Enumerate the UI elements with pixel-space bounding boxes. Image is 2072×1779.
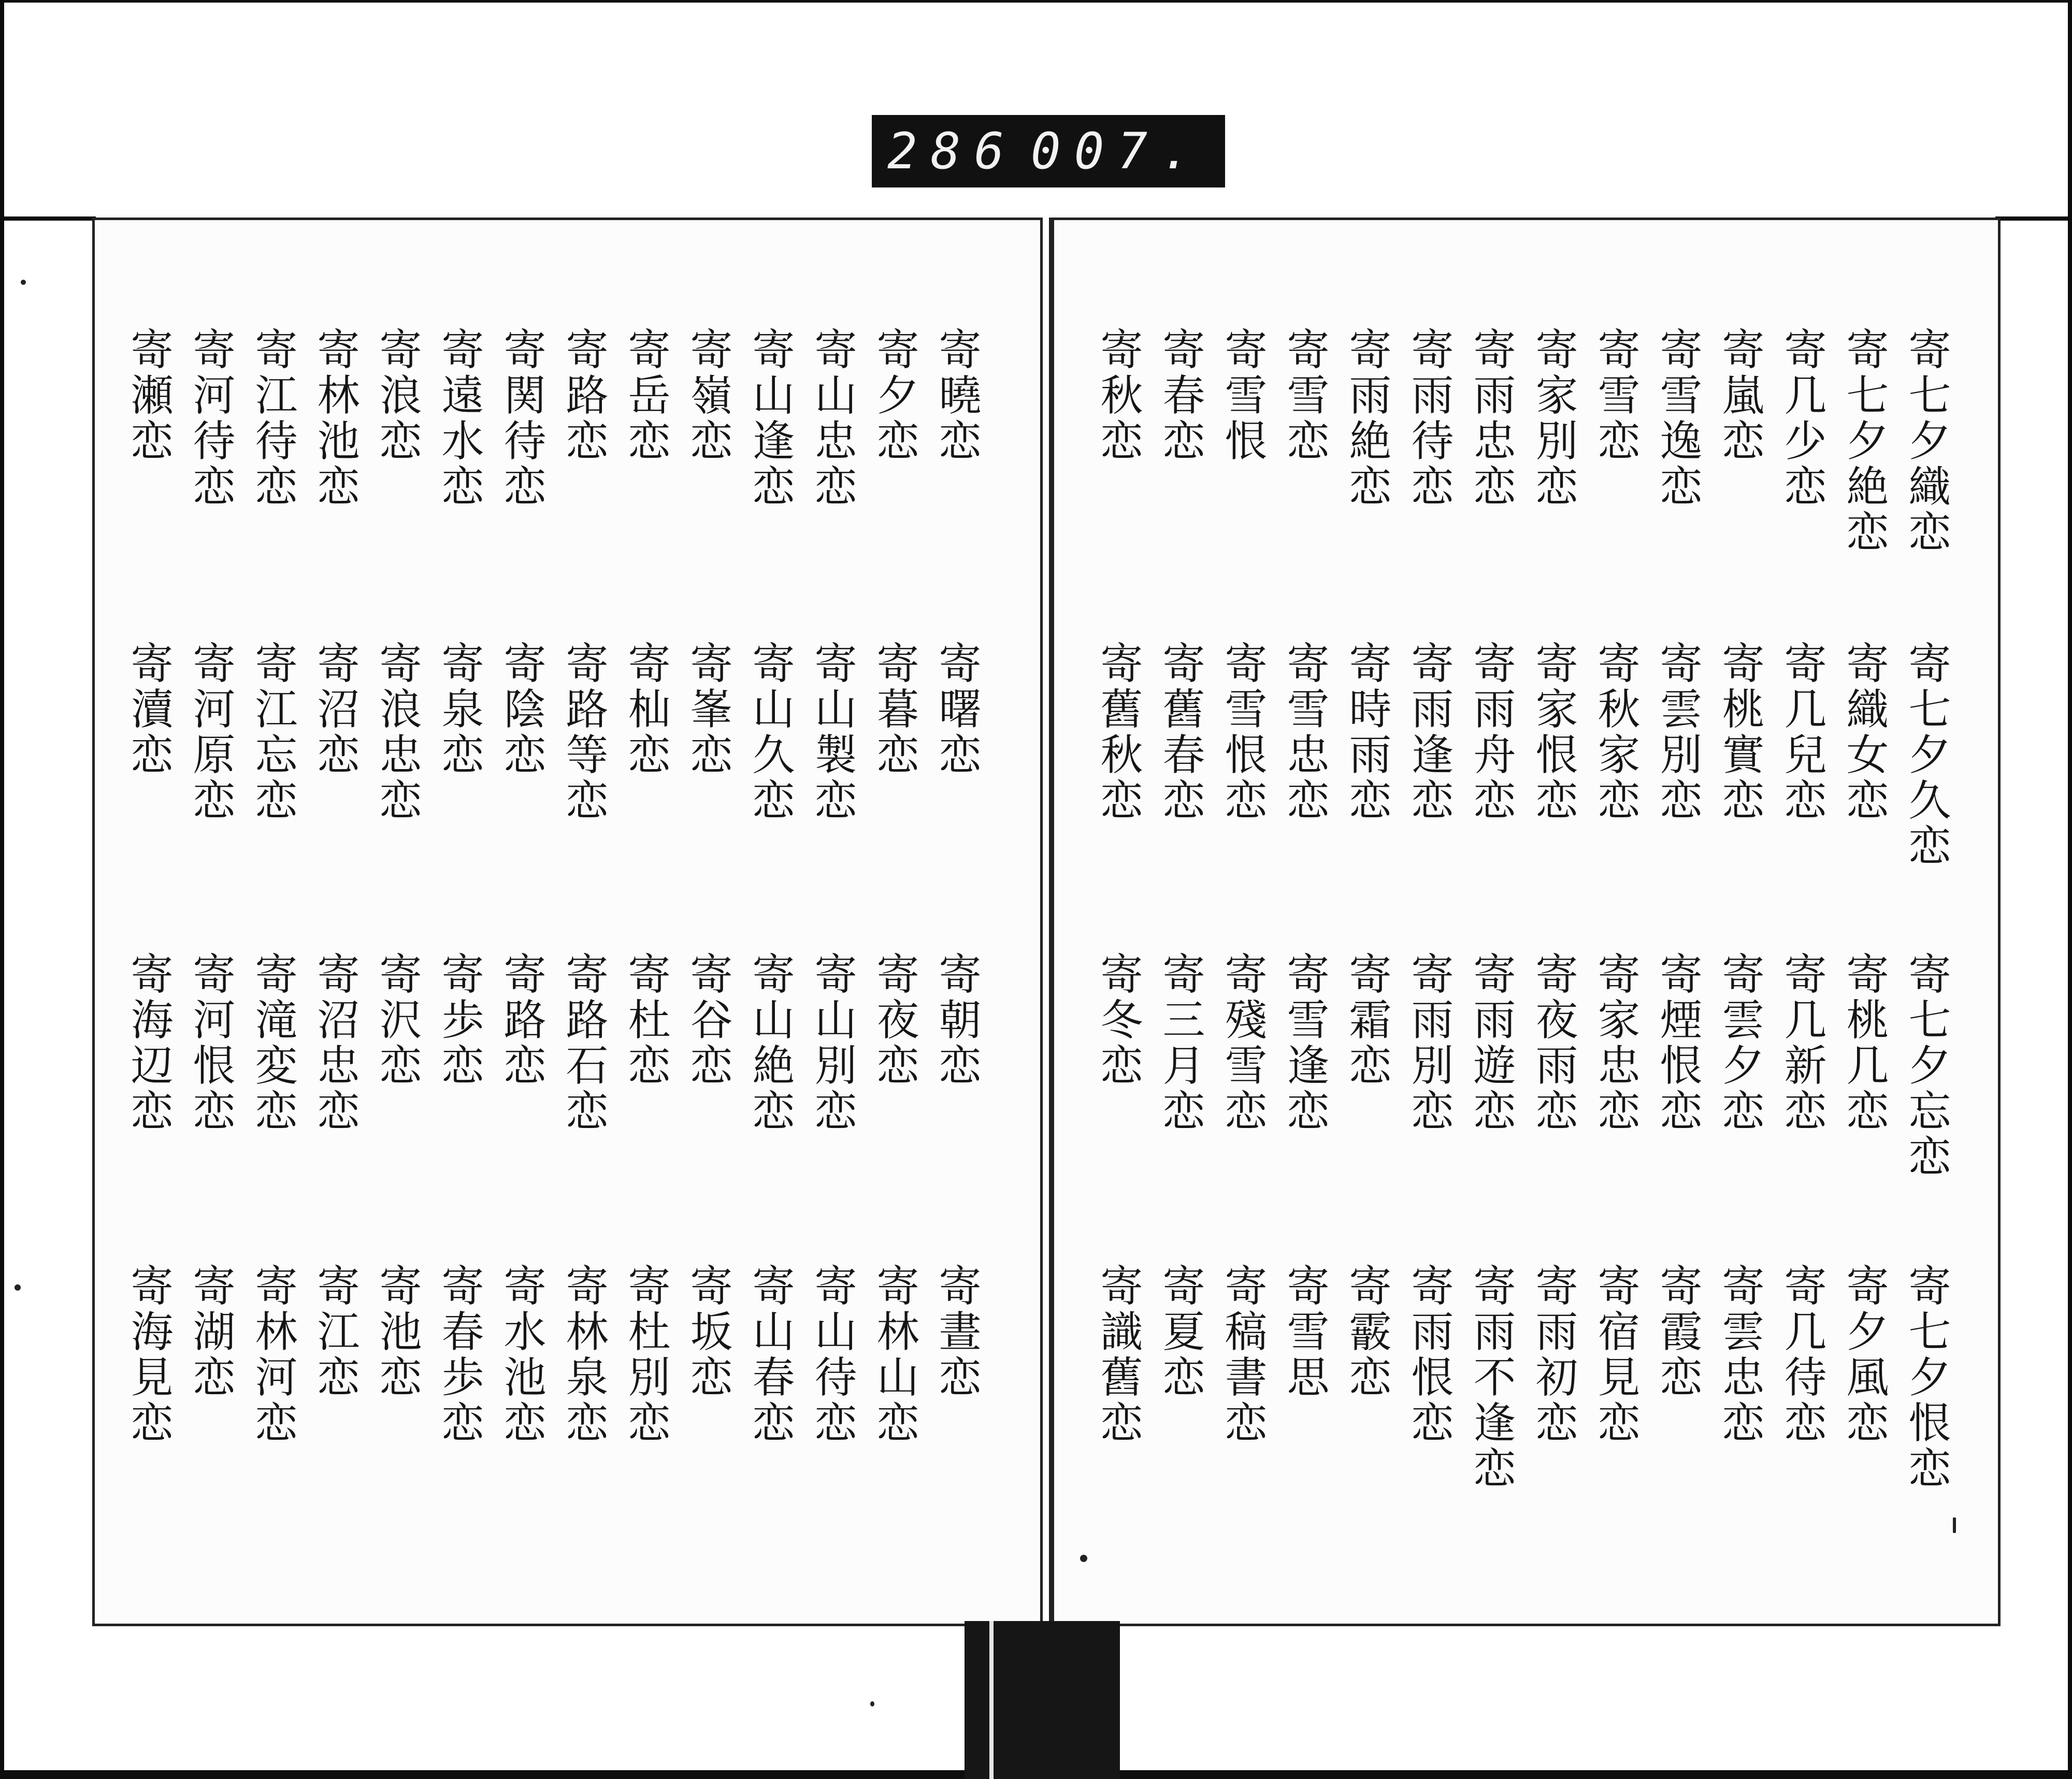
poem-title-left-page-b3-1: 寄朝恋: [932, 952, 981, 1089]
poem-title-left-page-b3-6: 寄杜恋: [621, 952, 670, 1089]
poem-title-left-page-b4-5: 寄坂恋: [683, 1264, 732, 1400]
poem-title-right-page-b4-11: 寄雪思: [1280, 1264, 1329, 1400]
poem-title-right-page-b4-2: 寄夕風恋: [1839, 1264, 1889, 1446]
poem-title-right-page-b4-5: 寄霞恋: [1653, 1264, 1702, 1400]
poem-title-left-page-b4-1: 寄晝恋: [932, 1264, 981, 1400]
scan-frame-line: [0, 216, 96, 221]
poem-title-left-page-b1-12: 寄江待恋: [248, 327, 297, 510]
poem-title-left-page-b2-8: 寄陰恋: [497, 641, 546, 778]
poem-title-left-page-b2-7: 寄路等恋: [559, 641, 608, 823]
scan-border-top: [0, 0, 2072, 3]
poem-title-left-page-b2-11: 寄沼恋: [310, 641, 359, 778]
poem-title-right-page-b2-14: 寄舊秋恋: [1093, 641, 1143, 823]
poem-title-left-page-b1-11: 寄林池恋: [310, 327, 359, 510]
poem-title-left-page-b1-1: 寄曉恋: [932, 327, 981, 464]
poem-title-left-page-b3-10: 寄沢恋: [372, 952, 422, 1089]
poem-title-right-page-b4-4: 寄雲忠恋: [1715, 1264, 1764, 1446]
poem-title-left-page-b2-3: 寄山製恋: [808, 641, 857, 823]
binding-gutter: [965, 1621, 1120, 1779]
poem-title-right-page-b3-11: 寄雪逢恋: [1280, 952, 1329, 1134]
poem-title-left-page-b4-2: 寄林山恋: [870, 1264, 919, 1446]
poem-title-left-page-b4-6: 寄杜別恋: [621, 1264, 670, 1446]
poem-title-left-page-b1-6: 寄岳恋: [621, 327, 670, 464]
poem-title-left-page-b2-10: 寄浪忠恋: [372, 641, 422, 823]
poem-title-left-page-b2-13: 寄河原恋: [186, 641, 235, 823]
scan-speck: [1953, 1517, 1956, 1533]
poem-title-right-page-b1-3: 寄几少恋: [1777, 327, 1826, 510]
poem-title-right-page-b3-14: 寄冬恋: [1093, 952, 1143, 1089]
poem-title-right-page-b2-10: 寄時雨恋: [1342, 641, 1391, 823]
poem-title-right-page-b1-1: 寄七夕織恋: [1902, 327, 1951, 555]
poem-title-right-page-b1-5: 寄雪逸恋: [1653, 327, 1702, 510]
poem-title-left-page-b3-4: 寄山絶恋: [745, 952, 795, 1134]
poem-title-left-page-b3-8: 寄路恋: [497, 952, 546, 1089]
poem-title-right-page-b4-10: 寄霰恋: [1342, 1264, 1391, 1400]
poem-title-left-page-b3-11: 寄沼忠恋: [310, 952, 359, 1134]
poem-title-left-page-b3-2: 寄夜恋: [870, 952, 919, 1089]
poem-title-right-page-b1-6: 寄雪恋: [1591, 327, 1640, 464]
poem-title-left-page-b4-3: 寄山待恋: [808, 1264, 857, 1446]
scan-border-left: [0, 0, 4, 1779]
poem-title-right-page-b2-3: 寄几兒恋: [1777, 641, 1826, 823]
poem-title-left-page-b2-2: 寄暮恋: [870, 641, 919, 778]
poem-title-left-page-b2-5: 寄峯恋: [683, 641, 732, 778]
poem-title-right-page-b3-13: 寄三月恋: [1156, 952, 1205, 1134]
poem-title-left-page-b3-13: 寄河恨恋: [186, 952, 235, 1134]
poem-title-right-page-b2-12: 寄雪恨恋: [1218, 641, 1267, 823]
poem-title-left-page-b1-5: 寄嶺恋: [683, 327, 732, 464]
frame-number: 007.: [1030, 122, 1204, 180]
reel-number: 286: [887, 122, 1018, 180]
poem-title-right-page-b1-9: 寄雨待恋: [1404, 327, 1454, 510]
poem-title-left-page-b4-8: 寄水池恋: [497, 1264, 546, 1446]
poem-title-right-page-b3-12: 寄殘雪恋: [1218, 952, 1267, 1134]
poem-title-left-page-b4-12: 寄林河恋: [248, 1264, 297, 1446]
poem-title-right-page-b2-2: 寄織女恋: [1839, 641, 1889, 823]
poem-title-left-page-b2-6: 寄杣恋: [621, 641, 670, 778]
poem-title-left-page-b3-14: 寄海辺恋: [124, 952, 173, 1134]
poem-title-left-page-b4-10: 寄池恋: [372, 1264, 422, 1400]
poem-title-right-page-b1-12: 寄雪恨: [1218, 327, 1267, 464]
scan-border-right: [2068, 0, 2072, 1779]
scan-speck: [15, 1284, 21, 1291]
scan-speck: [21, 280, 26, 285]
poem-title-left-page-b2-4: 寄山久恋: [745, 641, 795, 823]
poem-title-right-page-b1-11: 寄雪恋: [1280, 327, 1329, 464]
poem-title-right-page-b3-10: 寄霜恋: [1342, 952, 1391, 1089]
poem-title-right-page-b2-4: 寄桃實恋: [1715, 641, 1764, 823]
poem-title-right-page-b3-7: 寄夜雨恋: [1529, 952, 1578, 1134]
poem-title-left-page-b3-7: 寄路石恋: [559, 952, 608, 1134]
poem-title-left-page-b1-3: 寄山忠恋: [808, 327, 857, 510]
poem-title-left-page-b3-9: 寄歩恋: [435, 952, 484, 1089]
poem-title-right-page-b3-6: 寄家忠恋: [1591, 952, 1640, 1134]
gutter-stripe: [989, 1621, 994, 1779]
poem-title-right-page-b4-12: 寄稿書恋: [1218, 1264, 1267, 1446]
poem-title-left-page-b1-14: 寄瀬恋: [124, 327, 173, 464]
poem-title-left-page-b4-9: 寄春歩恋: [435, 1264, 484, 1446]
poem-title-left-page-b1-2: 寄夕恋: [870, 327, 919, 464]
poem-title-right-page-b1-2: 寄七夕絶恋: [1839, 327, 1889, 555]
poem-title-left-page-b3-3: 寄山別恋: [808, 952, 857, 1134]
poem-title-left-page-b1-13: 寄河待恋: [186, 327, 235, 510]
poem-title-right-page-b3-9: 寄雨別恋: [1404, 952, 1454, 1134]
poem-title-right-page-b3-1: 寄七夕忘恋: [1902, 952, 1951, 1180]
poem-title-left-page-b4-13: 寄湖恋: [186, 1264, 235, 1400]
poem-title-right-page-b2-9: 寄雨逢恋: [1404, 641, 1454, 823]
poem-title-left-page-b3-5: 寄谷恋: [683, 952, 732, 1089]
poem-title-right-page-b2-5: 寄雲別恋: [1653, 641, 1702, 823]
poem-title-left-page-b4-7: 寄林泉恋: [559, 1264, 608, 1446]
scan-speck: [870, 1701, 874, 1706]
poem-title-right-page-b3-8: 寄雨遊恋: [1466, 952, 1516, 1134]
poem-title-right-page-b4-9: 寄雨恨恋: [1404, 1264, 1454, 1446]
poem-title-left-page-b2-12: 寄江忘恋: [248, 641, 297, 823]
poem-title-right-page-b3-2: 寄桃几恋: [1839, 952, 1889, 1134]
poem-title-left-page-b2-14: 寄瀆恋: [124, 641, 173, 778]
poem-title-right-page-b1-14: 寄秋恋: [1093, 327, 1143, 464]
poem-title-right-page-b4-14: 寄識舊恋: [1093, 1264, 1143, 1446]
poem-title-right-page-b2-13: 寄舊春恋: [1156, 641, 1205, 823]
poem-title-left-page-b1-4: 寄山逢恋: [745, 327, 795, 510]
poem-title-right-page-b1-7: 寄家別恋: [1529, 327, 1578, 510]
frame-counter: [872, 115, 1225, 187]
poem-title-left-page-b4-11: 寄江恋: [310, 1264, 359, 1400]
poem-title-right-page-b2-6: 寄秋家恋: [1591, 641, 1640, 823]
poem-title-right-page-b1-13: 寄春恋: [1156, 327, 1205, 464]
poem-title-right-page-b4-1: 寄七夕恨恋: [1902, 1264, 1951, 1492]
poem-title-right-page-b2-8: 寄雨舟恋: [1466, 641, 1516, 823]
poem-title-left-page-b2-9: 寄泉恋: [435, 641, 484, 778]
poem-title-left-page-b1-8: 寄関待恋: [497, 327, 546, 510]
poem-title-right-page-b1-8: 寄雨忠恋: [1466, 327, 1516, 510]
poem-title-right-page-b4-7: 寄雨初恋: [1529, 1264, 1578, 1446]
poem-title-right-page-b4-3: 寄几待恋: [1777, 1264, 1826, 1446]
poem-title-right-page-b3-3: 寄几新恋: [1777, 952, 1826, 1134]
scan-frame-line-right: [1995, 216, 2072, 221]
scan-speck: [1080, 1555, 1087, 1562]
poem-title-right-page-b1-4: 寄嵐恋: [1715, 327, 1764, 464]
poem-title-right-page-b4-8: 寄雨不逢恋: [1466, 1264, 1516, 1492]
poem-title-right-page-b2-11: 寄雪忠恋: [1280, 641, 1329, 823]
poem-title-right-page-b3-5: 寄煙恨恋: [1653, 952, 1702, 1134]
poem-title-right-page-b2-1: 寄七夕久恋: [1902, 641, 1951, 869]
poem-title-right-page-b1-10: 寄雨絶恋: [1342, 327, 1391, 510]
poem-title-right-page-b4-13: 寄夏恋: [1156, 1264, 1205, 1400]
poem-title-left-page-b1-7: 寄路恋: [559, 327, 608, 464]
poem-title-left-page-b4-4: 寄山春恋: [745, 1264, 795, 1446]
poem-title-left-page-b1-10: 寄浪恋: [372, 327, 422, 464]
poem-title-left-page-b2-1: 寄曙恋: [932, 641, 981, 778]
poem-title-left-page-b4-14: 寄海見恋: [124, 1264, 173, 1446]
poem-title-right-page-b2-7: 寄家恨恋: [1529, 641, 1578, 823]
poem-title-right-page-b4-6: 寄宿見恋: [1591, 1264, 1640, 1446]
poem-title-right-page-b3-4: 寄雲夕恋: [1715, 952, 1764, 1134]
poem-title-left-page-b3-12: 寄滝変恋: [248, 952, 297, 1134]
poem-title-left-page-b1-9: 寄遠水恋: [435, 327, 484, 510]
